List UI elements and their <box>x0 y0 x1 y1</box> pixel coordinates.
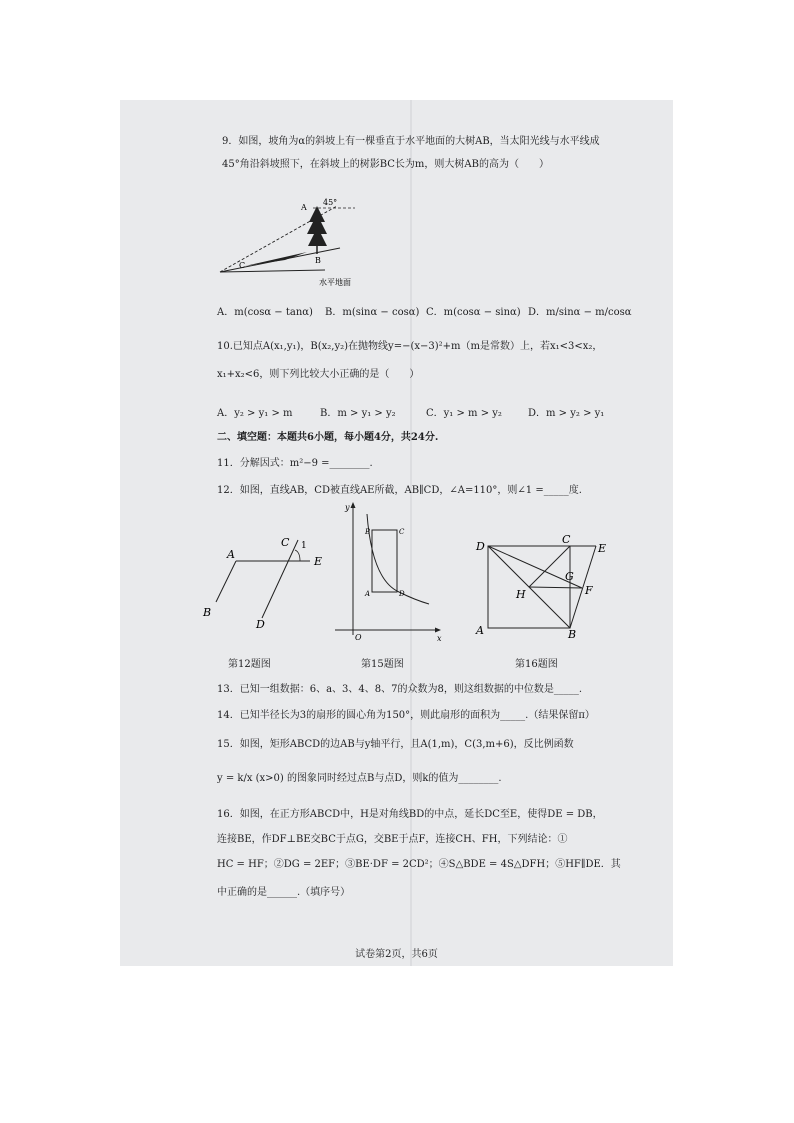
fig12-label-1: 1 <box>301 541 307 551</box>
exam-sheet <box>120 100 673 966</box>
q9-label-a: A <box>301 203 307 212</box>
fig15-x-arrow <box>435 628 441 633</box>
fig12-line-ab <box>216 561 236 602</box>
fig15-label-o: O <box>355 633 362 642</box>
q9-label-c: C <box>239 261 246 270</box>
page-footer: 试卷第2页，共6页 <box>355 949 438 960</box>
fig16-label-g: G <box>565 570 574 583</box>
fig15-label-c: C <box>399 528 405 536</box>
q10-line2: x₁+x₂<6，则下列比较大小正确的是（ ） <box>217 369 420 380</box>
fig12-label-b: B <box>203 606 212 619</box>
fig12-label-c: C <box>281 536 290 549</box>
q11-text: 11．分解因式：m²−9 =________. <box>217 458 373 469</box>
q9-option-b: B．m(sinα − cosα) <box>325 307 420 318</box>
fig15-hyperbola <box>367 514 429 604</box>
fig16-label-e: E <box>598 542 607 555</box>
q15-line1: 15．如图，矩形ABCD的边AB与y轴平行，且A(1,m)，C(3,m+6)，反比例函数 <box>217 739 574 750</box>
q10-option-c: C．y₁ > m > y₂ <box>426 408 502 419</box>
fig16-label-f: F <box>585 584 593 597</box>
section-2-heading: 二、填空题：本题共6小题，每小题4分，共24分. <box>217 432 439 443</box>
fig15-label-d: D <box>399 590 405 598</box>
q12-text: 12．如图，直线AB，CD被直线AE所截，AB∥CD，∠A=110°，则∠1 =_____度. <box>217 485 582 496</box>
q16-line3: HC = HF；②DG = 2EF；③BE·DF = 2CD²；④S△BDE = 4S△DFH；⑤HF∥DE．其 <box>217 859 621 870</box>
fig16 <box>472 530 622 642</box>
fig16-hf <box>529 587 582 588</box>
fig15-label-a: A <box>365 590 371 598</box>
fig12 <box>200 530 330 635</box>
fig15-label-x: x <box>437 634 442 643</box>
fig12-label-d: D <box>256 618 265 631</box>
q16-line1: 16．如图，在正方形ABCD中，H是对角线BD的中点，延长DC至E，使得DE = DB， <box>217 809 603 820</box>
fig12-label-e: E <box>314 555 323 568</box>
q9-label-b: B <box>315 256 321 265</box>
fig15-y-arrow <box>351 502 356 508</box>
fig16-label-b: B <box>568 628 577 641</box>
fig16-label-d: D <box>476 540 485 553</box>
fig12-caption: 第12题图 <box>228 659 271 670</box>
q9-figure <box>215 188 365 288</box>
q9-ground-label: 水平地面 <box>319 278 351 287</box>
q15-line2: y = k/x (x>0) 的图象同时经过点B与点D，则k的值为________. <box>217 773 502 784</box>
q9-line1: 9．如图，坡角为α的斜坡上有一棵垂直于水平地面的大树AB，当太阳光线与水平线成 <box>222 136 600 147</box>
fig16-ch <box>529 546 570 587</box>
fig16-label-a: A <box>476 624 484 637</box>
q9-option-d: D．m/sinα − m/cosα <box>528 307 632 318</box>
q9-option-a: A．m(cosα − tanα) <box>217 307 313 318</box>
fig16-caption: 第16题图 <box>515 659 558 670</box>
q10-option-d: D．m > y₂ > y₁ <box>528 408 605 419</box>
q14-text: 14．已知半径长为3的扇形的圆心角为150°，则此扇形的面积为_____.（结果保留π） <box>217 710 595 721</box>
fig15-label-b: B <box>365 528 371 536</box>
fig15-label-y: y <box>345 503 350 512</box>
q13-text: 13．已知一组数据：6、a、3、4、8、7的众数为8，则这组数据的中位数是_____. <box>217 684 583 695</box>
fig15 <box>325 500 450 645</box>
fig16-label-h: H <box>516 588 526 601</box>
q16-line4: 中正确的是______.（填序号） <box>217 887 351 898</box>
q10-option-a: A．y₂ > y₁ > m <box>217 408 293 419</box>
q9-option-c: C．m(cosα − sinα) <box>426 307 521 318</box>
fig12-line-cd <box>262 540 298 618</box>
q9-tree <box>307 206 327 246</box>
fig12-label-a: A <box>227 548 235 561</box>
q10-line1: 10.已知点A(x₁,y₁)，B(x₂,y₂)在抛物线y=−(x−3)²+m（m是常数）上，若x₁<3<x₂， <box>217 341 603 352</box>
q9-label-angle: 45° <box>323 198 338 207</box>
q9-ground-line <box>220 270 325 272</box>
q9-line2: 45°角沿斜坡照下，在斜坡上的树影BC长为m，则大树AB的高为（ ） <box>222 159 549 170</box>
q9-shadow <box>245 252 307 266</box>
q10-option-b: B．m > y₁ > y₂ <box>320 408 396 419</box>
fig16-label-c: C <box>562 533 571 546</box>
fig12-angle-1 <box>295 550 300 561</box>
fig15-caption: 第15题图 <box>361 659 404 670</box>
q16-line2: 连接BE，作DF⊥BE交BC于点G，交BE于点F，连接CH、FH，下列结论：① <box>217 834 568 845</box>
